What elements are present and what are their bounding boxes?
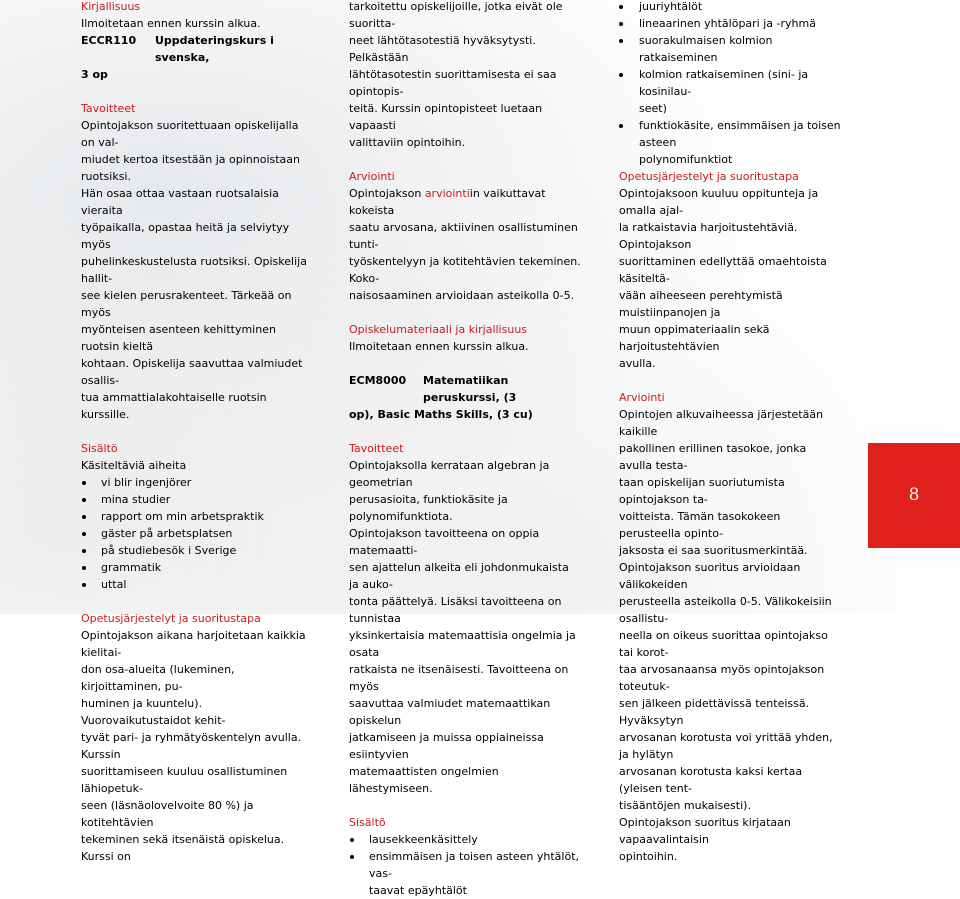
section-heading: Opetusjärjestelyt ja suoritustapa (81, 612, 261, 625)
topic-list (81, 474, 311, 593)
col3-lines (619, 168, 841, 865)
list-item-line: ensimmäisen ja toisen asteen yhtälöt, vas- (369, 850, 579, 880)
section-heading: Tavoitteet (349, 442, 404, 455)
col1-lines-b (81, 100, 311, 423)
text-line: Opintojaksolla kerrataan algebran ja geometrian (349, 459, 550, 489)
list-item (619, 66, 841, 117)
text-line: Opintojakson suoritettuaan opiskelijalla on val- (81, 119, 299, 149)
section-heading: Kirjallisuus (81, 0, 141, 13)
col1-lines-c (81, 610, 311, 865)
course-name: Matematiikan peruskurssi, (3 (423, 374, 517, 404)
content-heading: Sisältö (81, 442, 118, 455)
text-line: Opintojakson suoritus kirjataan vapaavalintaisin (619, 816, 791, 846)
text-line: työpaikalla, opastaa heitä ja selviytyy myös (81, 221, 290, 251)
text-line: taan opiskelijan suoriutumista opintojakson ta- (619, 476, 785, 506)
text-line: jatkamiseen ja muissa oppiaineissa esiintyvien (349, 731, 544, 761)
list-item (349, 831, 581, 848)
course-code: ECM8000 (349, 374, 407, 387)
text-line: ratkaista ne itsenäisesti. Tavoitteena on myös (349, 663, 569, 693)
text-line: kohtaan. Opiskelija saavuttaa valmiudet osallis- (81, 357, 303, 387)
text-line: Opintojaksoon kuuluu oppitunteja ja omalla ajal- (619, 187, 819, 217)
text-line: tekeminen sekä itsenäistä opiskelua. Kurssi on (81, 833, 285, 863)
text-line: huminen ja kuuntelu). Vuorovaikutustaidot kehit- (81, 697, 226, 727)
page-number-tab: 8 (868, 443, 960, 548)
text-line: matemaattisten ongelmien lähestymiseen. (349, 765, 499, 795)
text-line: lähtötasotestin suorittamisesta ei saa opintopis- (349, 68, 557, 98)
section-heading: Arviointi (619, 391, 665, 404)
course-credits: 3 op (81, 68, 108, 81)
text-line: voitteista. Tämän tasokokeen perusteella opinto- (619, 510, 781, 540)
text-line: Opintojakson suoritus arvioidaan välikokeiden (619, 561, 801, 591)
list-item-line: funktiokäsite, ensimmäisen ja toisen asteen (639, 119, 841, 149)
text-line: yksinkertaisia matemaattisia ongelmia ja osata (349, 629, 576, 659)
course-code: ECCR110 (81, 34, 137, 47)
content-heading: Sisältö (349, 816, 386, 829)
material-text: Ilmoitetaan ennen kurssin alkua. (349, 340, 529, 353)
list-item-line: kolmion ratkaiseminen (sini- ja kosinilau- (639, 68, 809, 98)
list-item-line: juuriyhtälöt (639, 0, 703, 13)
text-line: tyvät pari- ja ryhmätyöskentelyn avulla. Kurssin (81, 731, 302, 761)
content-intro: Käsiteltäviä aiheita (81, 459, 187, 472)
list-item-line: seet) (639, 102, 667, 115)
text-line: avulla. (619, 357, 656, 370)
list-item (619, 32, 841, 66)
text-line: tisääntöjen mukaisesti). (619, 799, 751, 812)
text-line: arvosanan korotusta voi yrittää yhden, ja hylätyn (619, 731, 833, 761)
evaluation-link[interactable]: arviointi (424, 187, 470, 200)
list-item: gäster på arbetsplatsen (81, 525, 311, 542)
text-line: miudet kertoa itsestään ja opinnoistaan ruotsiksi. (81, 153, 301, 183)
list-item (619, 117, 841, 168)
evaluation-first-line (349, 185, 581, 219)
text-line: Opintojen alkuvaiheessa järjestetään kaikille (619, 408, 824, 438)
list-item-line: polynomifunktiot (639, 153, 733, 166)
col2-lines-a (349, 0, 581, 151)
material-heading: Opiskelumateriaali ja kirjallisuus (349, 323, 528, 336)
text-line: saatu arvosana, aktiivinen osallistuminen tunti- (349, 221, 578, 251)
text-line: suorittaminen edellyttää omaehtoista käsiteltä- (619, 255, 827, 285)
text-line: saavuttaa valmiudet matemaattikan opiskelun (349, 697, 551, 727)
text-line: Opintojakson tavoitteena on oppia matemaatti- (349, 527, 540, 557)
text-line: neet lähtötasotestiä hyväksytysti. Pelkästään (349, 34, 536, 64)
text-line: Ilmoitetaan ennen kurssin alkua. (81, 17, 261, 30)
course-name-continued: op), Basic Maths Skills, (3 cu) (349, 408, 533, 421)
text-line: see kielen perusrakenteet. Tärkeää on myös (81, 289, 292, 319)
text-line: myönteisen asenteen kehittyminen ruotsin kieltä (81, 323, 276, 353)
text-line: pakollinen erillinen tasokoe, jonka avulla testa- (619, 442, 807, 472)
list-item: på studiebesök i Sverige (81, 542, 311, 559)
text-line: valittaviin opintoihin. (349, 136, 466, 149)
text-line: tonta päättelyä. Lisäksi tavoitteena on tunnistaa (349, 595, 562, 625)
list-item: uttal (81, 576, 311, 593)
evaluation-pre: Opintojakson (349, 187, 425, 200)
list-item (349, 848, 581, 899)
list-item: grammatik (81, 559, 311, 576)
list-item-line: lineaarinen yhtälöpari ja -ryhmä (639, 17, 816, 30)
text-line: perusteella asteikolla 0-5. Välikokeisiin osallistu- (619, 595, 832, 625)
content-list (349, 831, 581, 899)
text-line: opintoihin. (619, 850, 678, 863)
list-item (619, 0, 841, 15)
text-line: teitä. Kurssin opintopisteet luetaan vapaasti (349, 102, 543, 132)
text-line: naisosaaminen arvioidaan asteikolla 0-5. (349, 289, 575, 302)
evaluation-post: in vaikuttavat kokeista (349, 187, 546, 217)
section-heading: Opetusjärjestelyt ja suoritustapa (619, 170, 799, 183)
list-item: vi blir ingenjörer (81, 474, 311, 491)
text-line: työskentelyyn ja kotitehtävien tekeminen. Koko- (349, 255, 581, 285)
content-list-continued (619, 0, 841, 168)
course-header-eccr110 (81, 32, 311, 66)
text-line: tua ammattialakohtaiselle ruotsin kurssille. (81, 391, 267, 421)
text-line: taa arvosanaansa myös opintojakson toteutuk- (619, 663, 825, 693)
text-line: sen jälkeen pidettävissä tenteissä. Hyväksytyn (619, 697, 810, 727)
column-2 (349, 0, 581, 899)
text-line: don osa-alueita (lukeminen, kirjoittaminen, pu- (81, 663, 235, 693)
text-line: puhelinkeskustelusta ruotsiksi. Opiskelija hallit- (81, 255, 307, 285)
text-line: vään aiheeseen perehtymistä muistiinpanojen ja (619, 289, 783, 319)
course-name: Uppdateringskurs i svenska, (155, 34, 274, 64)
section-heading: Tavoitteet (81, 102, 136, 115)
list-item-line: lausekkeenkäsittely (369, 833, 478, 846)
text-line: suorittamiseen kuuluu osallistuminen lähiopetuk- (81, 765, 288, 795)
text-line: Opintojakson aikana harjoitetaan kaikkia kielitai- (81, 629, 306, 659)
list-item: mina studier (81, 491, 311, 508)
text-line: arvosanan korotusta kaksi kertaa (yleisen tent- (619, 765, 803, 795)
column-1 (81, 0, 311, 865)
text-line: perusasioita, funktiokäsite ja polynomifunktiota. (349, 493, 508, 523)
col2-lines-c (349, 440, 581, 797)
text-line: neella on oikeus suorittaa opintojakso tai korot- (619, 629, 828, 659)
course-header-ecm8000 (349, 372, 581, 406)
list-item-line: suorakulmaisen kolmion ratkaiseminen (639, 34, 773, 64)
text-line: sen ajattelun alkeita eli johdonmukaista ja auko- (349, 561, 569, 591)
col1-lines-a (81, 0, 311, 32)
list-item-line: taavat epäyhtälöt (369, 884, 467, 897)
column-3 (619, 0, 841, 865)
text-line: Hän osaa ottaa vastaan ruotsalaisia vieraita (81, 187, 279, 217)
text-line: muun oppimateriaalin sekä harjoitustehtävien (619, 323, 770, 353)
text-line: seen (läsnäolovelvoite 80 %) ja kotitehtävien (81, 799, 254, 829)
list-item (619, 15, 841, 32)
text-line: jaksosta ei saa suoritusmerkintää. (619, 544, 808, 557)
evaluation-heading: Arviointi (349, 170, 395, 183)
text-line (619, 372, 841, 389)
text-line: tarkoitettu opiskelijoille, jotka eivät ole suoritta- (349, 0, 563, 30)
list-item: rapport om min arbetspraktik (81, 508, 311, 525)
col2-lines-b (349, 219, 581, 304)
text-line: la ratkaistavia harjoitustehtäviä. Opintojakson (619, 221, 798, 251)
